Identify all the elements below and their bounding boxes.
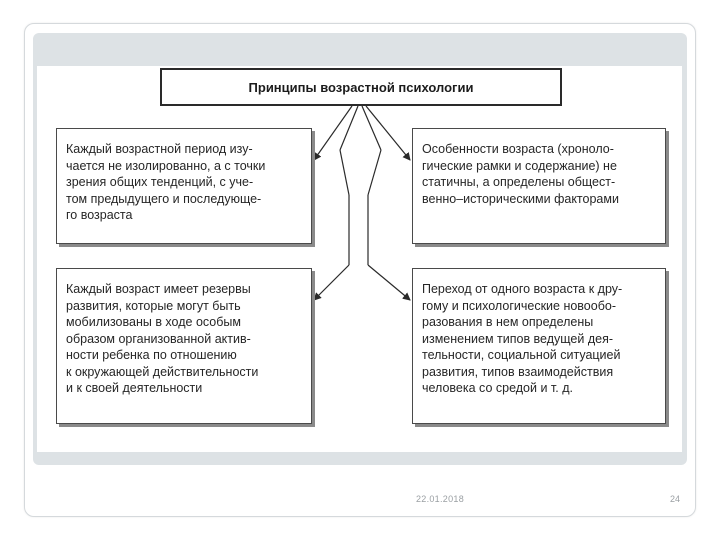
- principle-box-bottom-right: [412, 268, 666, 424]
- principle-box-top-right: [412, 128, 666, 244]
- principle-box-top-left: [56, 128, 312, 244]
- principle-text: Каждый возрастной период изу- чается не изолированно, а с точки зрения общих тенденций, с уче- том предыдущего и последующе- го возраста: [66, 142, 266, 222]
- principle-text: Переход от одного возраста к дру- гому и психологические новообо- разования в нем определены изменением типов ведущей дея- тельности, социальной ситуацией развития, типов взаимодействия человека со средой и т. д.: [422, 282, 623, 395]
- diagram-title: Принципы возрастной психологии: [160, 68, 562, 106]
- principle-text: Особенности возраста (хроноло- гические рамки и содержание) не статичны, а определены общест- венно–историческими факторами: [422, 142, 619, 206]
- principle-box-bottom-left: [56, 268, 312, 424]
- principle-text: Каждый возраст имеет резервы развития, которые могут быть мобилизованы в ходе особым образом организованной актив- ности ребенка по отношению к окружающей действительности и к своей деятельности: [66, 282, 259, 395]
- page-number: 24: [669, 494, 680, 504]
- footer-date: 22.01.2018: [415, 494, 465, 504]
